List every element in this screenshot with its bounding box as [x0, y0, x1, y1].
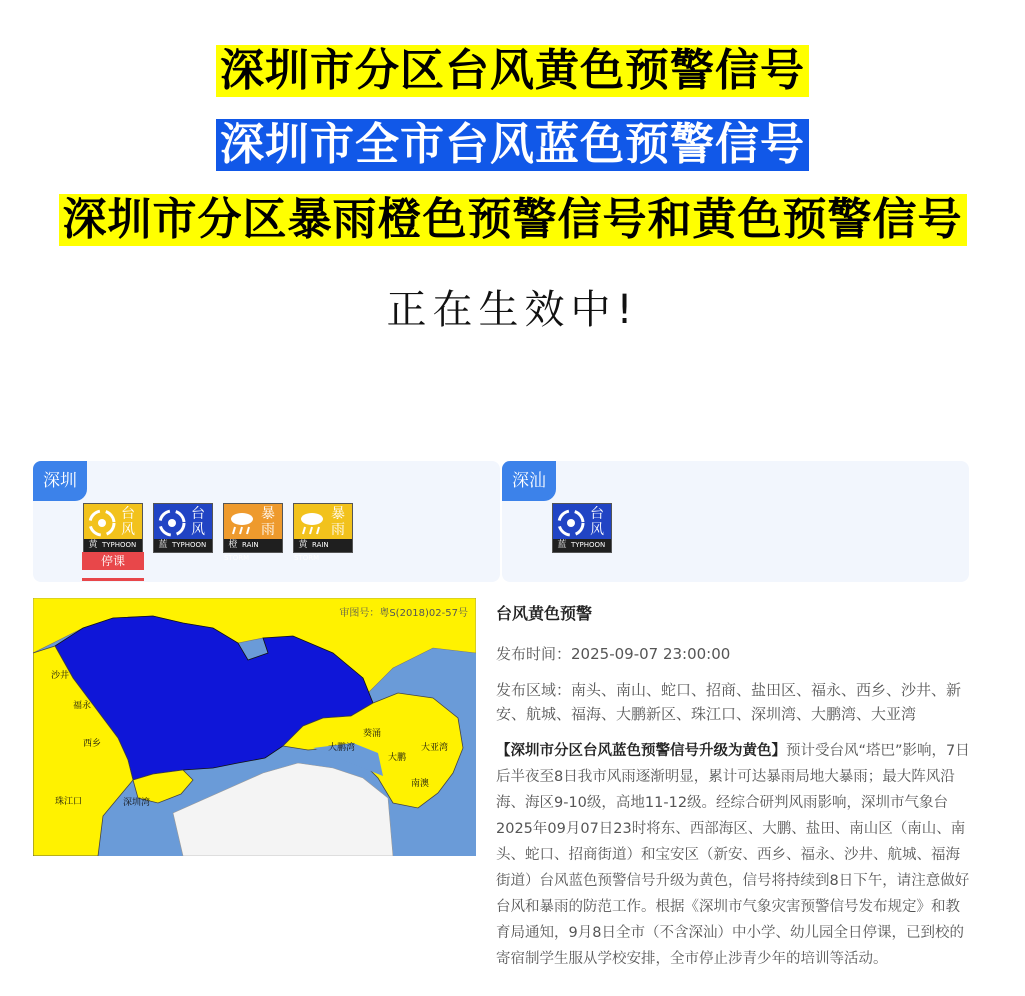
warning-body — [496, 738, 974, 972]
signal-char: 台 — [590, 506, 604, 522]
map-label: 深圳湾 — [123, 798, 151, 808]
warning-signal-icon[interactable] — [223, 503, 283, 562]
warning-map[interactable] — [33, 598, 476, 856]
warning-signal-icon[interactable] — [83, 503, 143, 553]
rainstorm-icon — [227, 508, 257, 538]
signal-level: 橙 — [228, 540, 238, 550]
signal-code: RAIN STORM — [294, 541, 329, 562]
headline-2 — [0, 119, 1025, 171]
warning-signal-icon[interactable] — [153, 503, 213, 553]
signal-code: TYPHOON — [172, 541, 207, 549]
warning-body-text: 预计受台风“塔巴”影响，7日后半夜至8日我市风雨逐渐明显，累计可达暴雨局地大暴雨；最大阵风沿海、海区9-10级，高地11-12级。经综合研判风雨影响，深圳市气象台2025年09月07日23时将东、西部海区、大鹏、盐田、南山区（南山、南头、蛇口、招商街道）和宝安区（新安、西乡、福永、沙井、航城、福海街道）台风蓝色预警信号升级为黄色，信号将持续到8日下午，请注意做好台风和暴雨的防范工作。根据《深圳市气象灾害预警信号发布规定》和教育局通知，9月8日全市（不含深汕）中小学、幼儿园全日停课，已到校的寄宿制学生服从学校安排，全市停止涉青少年的培训等活动。 — [496, 743, 970, 967]
signal-level: 黄 — [298, 540, 308, 550]
warning-signal-icon[interactable] — [552, 503, 612, 553]
warning-map-graphic — [33, 598, 476, 856]
signal-char: 台 — [121, 506, 135, 522]
signal-code: RAIN STORM — [224, 541, 259, 562]
issue-area-value: 南头、南山、蛇口、招商、盐田区、福永、西乡、沙井、新安、航城、福海、大鹏新区、珠江口、深圳湾、大鹏湾、大亚湾 — [496, 681, 962, 723]
headline-yellow-typhoon: 深圳市分区台风黄色预警信号 — [216, 45, 809, 97]
headline-rainstorm: 深圳市分区暴雨橙色预警信号和黄色预警信号 — [59, 194, 967, 246]
map-label: 葵涌 — [363, 729, 382, 739]
map-label: 沙井 — [51, 671, 70, 681]
headline-blue-typhoon: 深圳市全市台风蓝色预警信号 — [216, 119, 809, 171]
signal-char: 雨 — [261, 522, 275, 538]
map-label: 南澳 — [411, 779, 430, 789]
warning-body-heading: 【深圳市分区台风蓝色预警信号升级为黄色】 — [496, 743, 786, 759]
signal-char: 暴 — [331, 506, 345, 522]
issue-area — [496, 678, 974, 726]
signal-char: 雨 — [331, 522, 345, 538]
headline-4 — [0, 284, 1025, 336]
warning-detail — [496, 596, 974, 972]
map-label: 珠江口 — [55, 797, 83, 807]
signal-char: 风 — [121, 522, 135, 538]
warning-title: 台风黄色预警 — [496, 604, 593, 623]
region-tag-shenzhen[interactable]: 深圳 — [33, 461, 87, 501]
typhoon-icon — [556, 508, 586, 538]
signal-char: 风 — [191, 522, 205, 538]
map-label: 西乡 — [83, 739, 102, 749]
warning-signal-icon[interactable] — [293, 503, 353, 562]
issue-time-label: 发布时间： — [496, 645, 572, 663]
map-approval-number: 审图号：粤S(2018)02-57号 — [339, 608, 468, 619]
warning-panel-shenshan — [502, 461, 969, 582]
map-label: 大鹏 — [388, 753, 407, 763]
map-label: 大鹏湾 — [328, 743, 356, 753]
typhoon-icon — [157, 508, 187, 538]
issue-area-label: 发布区域： — [496, 681, 572, 699]
issue-time — [496, 642, 974, 666]
rainstorm-icon — [297, 508, 327, 538]
region-tag-shenshan[interactable]: 深汕 — [502, 461, 556, 501]
typhoon-icon — [87, 508, 117, 538]
signal-level: 黄 — [88, 540, 98, 550]
headline-in-effect: 正在生效中! — [386, 287, 639, 333]
signal-code: TYPHOON — [571, 541, 606, 549]
headline-3 — [0, 194, 1025, 246]
signal-level: 蓝 — [557, 540, 567, 550]
headline-1 — [0, 45, 1025, 97]
map-label: 福永 — [73, 701, 92, 711]
active-tab-indicator — [82, 578, 144, 581]
signal-char: 暴 — [261, 506, 275, 522]
class-suspension-badge[interactable]: 停课 — [82, 552, 144, 570]
signal-code: TYPHOON — [102, 541, 137, 549]
signal-level: 蓝 — [158, 540, 168, 550]
signal-char: 风 — [590, 522, 604, 538]
map-label: 大亚湾 — [421, 743, 449, 753]
warning-panel-shenzhen — [33, 461, 500, 582]
issue-time-value: 2025-09-07 23:00:00 — [571, 645, 731, 663]
signal-char: 台 — [191, 506, 205, 522]
